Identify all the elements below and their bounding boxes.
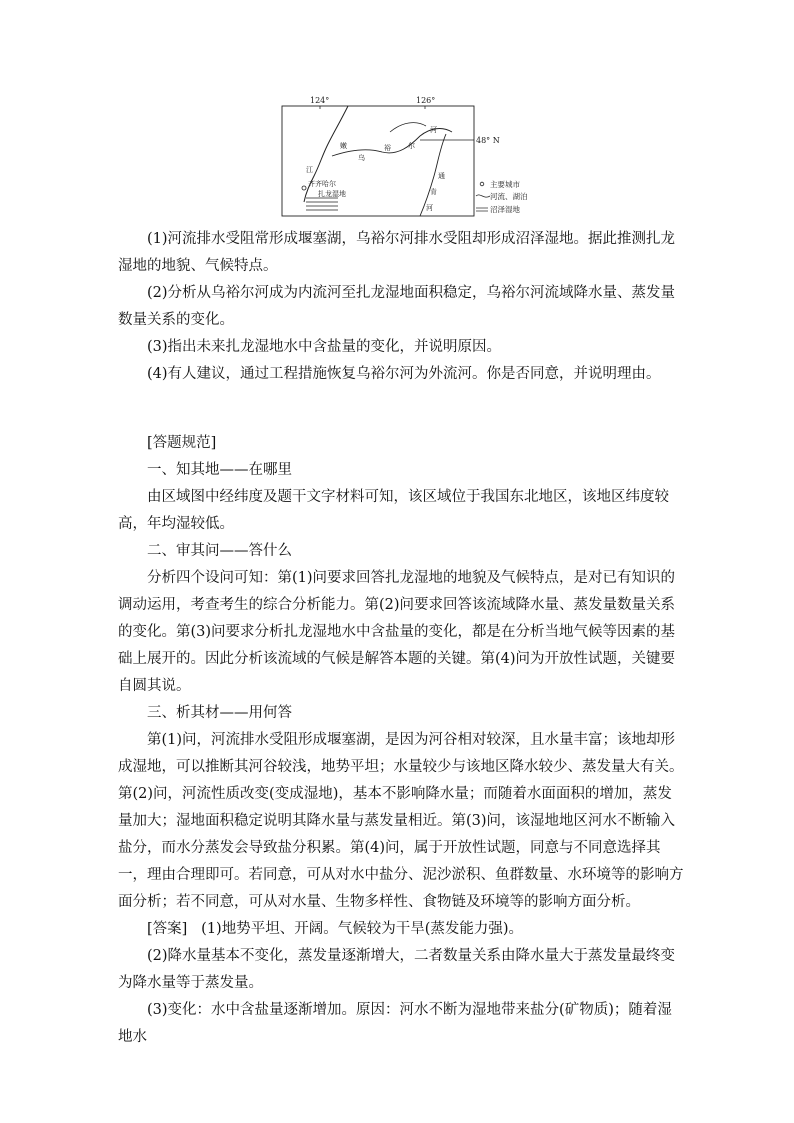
- legend-wetland-icon: [476, 208, 488, 211]
- answer-guide: [118, 430, 686, 1051]
- section-3-title: 三、析其材——用何答: [147, 705, 292, 721]
- region-map: [270, 92, 560, 224]
- question-3: (3)指出未来扎龙湿地水中含盐量的变化，并说明原因。: [147, 339, 502, 355]
- legend-river-icon: [476, 195, 490, 197]
- answer-1-text: (1)地势平坦、开阔。气候较为干旱(蒸发能力强)。: [201, 921, 524, 937]
- map-city-label: 齐齐哈尔: [308, 180, 336, 188]
- map-char-wu: 乌: [358, 154, 365, 162]
- section-2-text: 分析四个设问可知：第(1)问要求回答扎龙湿地的地貌及气候特点，是对已有知识的调动运用，考查考生的综合分析能力。第(2)问要求回答该流域降水量、蒸发量数量关系的变化。第(3)问要求分析扎龙湿地水中含盐量的变化，都是在分析当地气候等因素的基础上展开的。因此分析该流域的气候是解答本题的关键。第(4)问为开放性试题，关键要自圆其说。: [118, 570, 676, 694]
- guide-title: [答题规范]: [147, 435, 217, 451]
- map-char-yu: 裕: [384, 144, 391, 152]
- answer-label: [答案]: [147, 921, 188, 937]
- map-frame: [282, 106, 474, 216]
- map-char-ken: 肯: [430, 188, 437, 196]
- wetland-pattern: [306, 198, 338, 210]
- section-1-text: 由区域图中经纬度及题干文字材料可知，该区域位于我国东北地区，该地区纬度较高，年均湿较低。: [118, 489, 669, 532]
- legend-wetland-label: 沼泽湿地: [490, 205, 520, 214]
- map-wetland-label: 扎龙湿地: [318, 190, 346, 198]
- map-char-tong: 通: [438, 172, 445, 180]
- city-marker: [302, 186, 306, 190]
- legend-city-icon: [480, 182, 484, 186]
- map-char-jiang: 江: [306, 166, 313, 174]
- map-lat-label: 48° N: [476, 136, 500, 145]
- section-1-title: 一、知其地——在哪里: [147, 462, 292, 478]
- question-list: [118, 226, 686, 388]
- map-char-er: 尔: [408, 142, 415, 150]
- legend-city-label: 主要城市: [490, 180, 520, 189]
- map-lon-124: 124°: [310, 96, 330, 105]
- map-char-he2: 河: [426, 204, 433, 212]
- answer-2: (2)降水量基本不变化，蒸发量逐渐增大，二者数量关系由降水量大于蒸发量最终变为降水量等于蒸发量。: [118, 948, 676, 991]
- section-3-text: 第(1)问，河流排水受阻形成堰塞湖，是因为河谷相对较深，且水量丰富；该地却形成湿地，可以推断其河谷较浅，地势平坦；水量较少与该地区降水较少、蒸发量大有关。第(2)问，河流性质改变(变成湿地)，基本不影响降水量；而随着水面面积的增加，蒸发量加大；湿地面积稳定说明其降水量与蒸发量相近。第(3)问，该湿地地区河水不断输入盐分，而水分蒸发会导致盐分积累。第(4)问，属于开放性试题，同意与不同意选择其一，理由合理即可。若同意，可从对水中盐分、泥沙淤积、鱼群数量、水环境等的影响方面分析；若不同意，可从对水量、生物多样性、食物链及环境等的影响方面分析。: [118, 732, 684, 910]
- answer-1: [118, 916, 686, 943]
- map-lon-126: 126°: [416, 96, 436, 105]
- question-4: (4)有人建议，通过工程措施恢复乌裕尔河为外流河。你是否同意，并说明理由。: [147, 366, 661, 382]
- section-2-title: 二、审其问——答什么: [147, 543, 292, 559]
- question-1: (1)河流排水受阻常形成堰塞湖，乌裕尔河排水受阻却形成沼泽湿地。据此推测扎龙湿地的地貌、气候特点。: [118, 231, 676, 274]
- map-char-nen: 嫩: [340, 142, 347, 150]
- answer-3: (3)变化：水中含盐量逐渐增加。原因：河水不断为湿地带来盐分(矿物质)；随着湿地水: [118, 1002, 672, 1045]
- map-char-he: 河: [430, 126, 437, 134]
- question-2: (2)分析从乌裕尔河成为内流河至扎龙湿地面积稳定，乌裕尔河流域降水量、蒸发量数量关系的变化。: [118, 285, 676, 328]
- legend-river-label: 河流、湖泊: [490, 192, 528, 201]
